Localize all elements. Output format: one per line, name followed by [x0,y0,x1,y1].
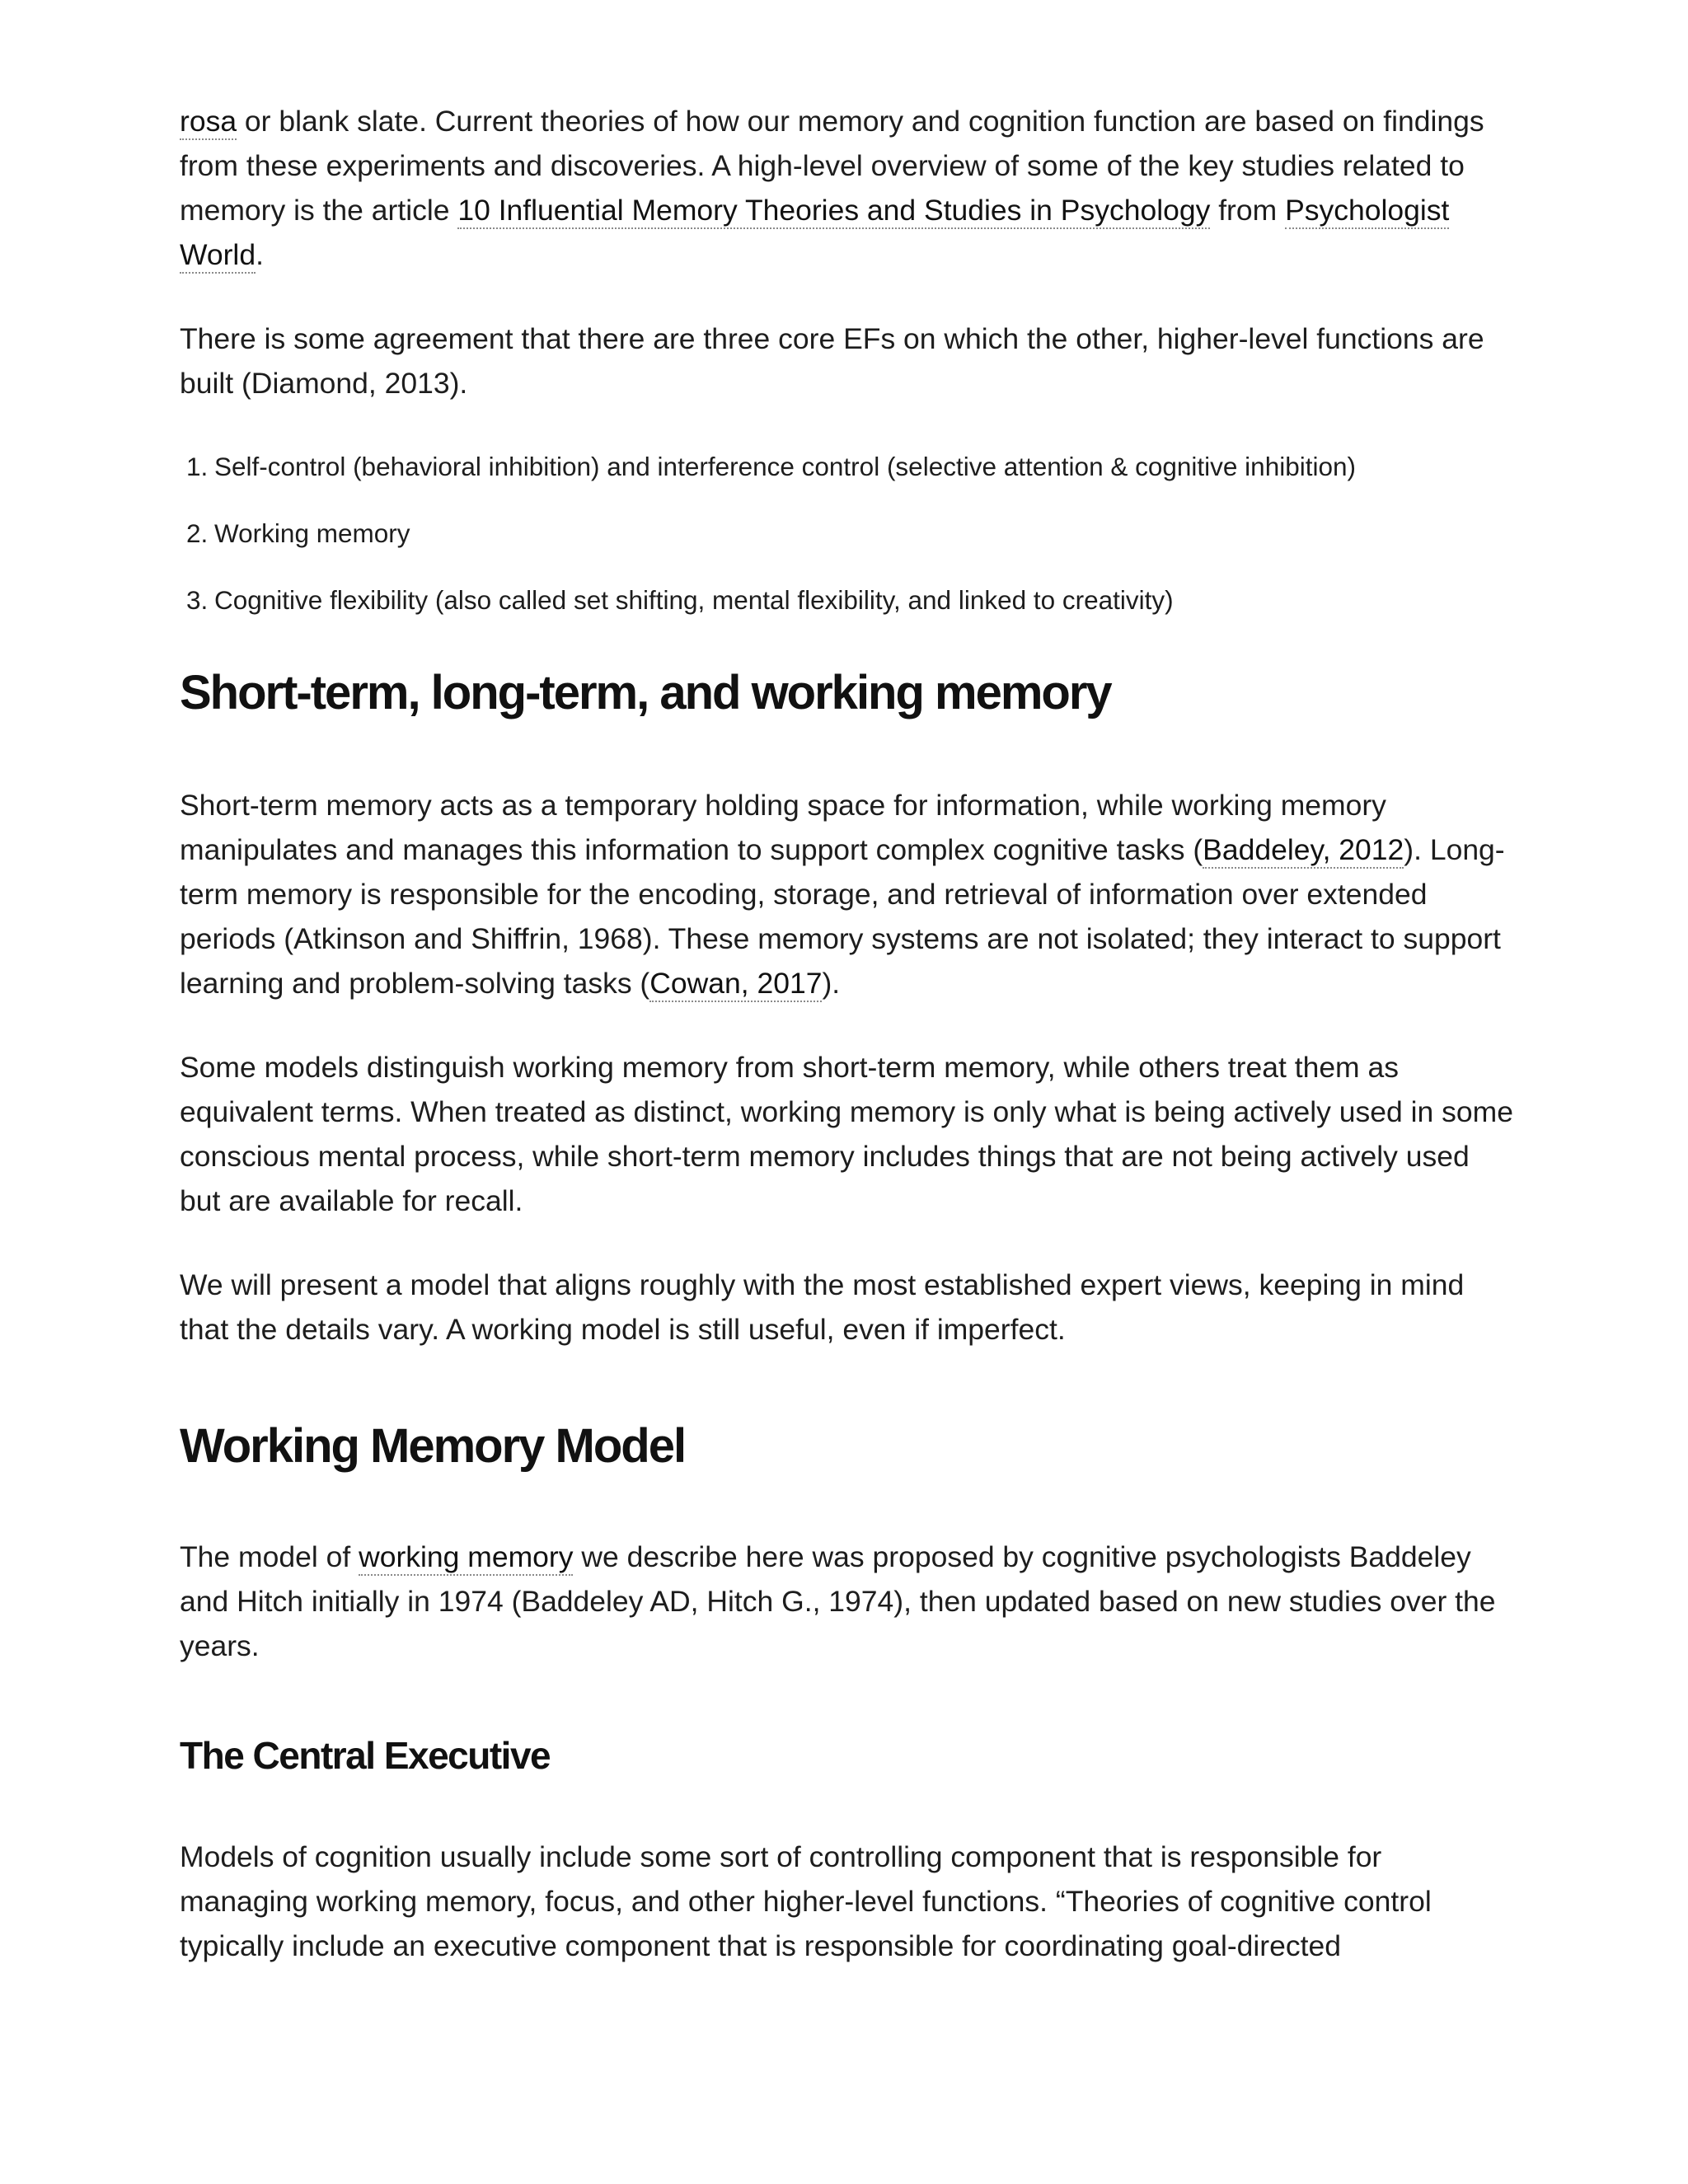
link-cowan-2017[interactable]: Cowan, 2017 [649,967,822,1002]
list-item-text: Cognitive flexibility (also called set shifting, mental flexibility, and linked to creativity) [214,585,1174,615]
intro-text-1: or blank slate. Current theories of how our memory and cognition function are based on findings from these experiments and discoveries. A high-level overview of some of the key studies related to memory is the article [180,105,1484,227]
heading-working-memory-model: Working Memory Model [180,1419,686,1473]
model-p1-text-2: we describe here was proposed by cognitive psychologists Baddeley and Hitch initially in 1974 (Baddeley AD, Hitch G., 1974), then updated based on new studies over the years. [180,1540,1496,1662]
link-baddeley-2012[interactable]: Baddeley, 2012 [1203,833,1404,869]
core-ef-list [180,450,1515,616]
executive-paragraph-1: Models of cognition usually include some sort of controlling component that is responsible for managing working memory, focus, and other higher-level functions. “Theories of cognitive control typically include an executive component that is responsible for coordinating goal-directed [180,1840,1432,1962]
link-memory-theories-article[interactable]: 10 Influential Memory Theories and Studies in Psychology [457,194,1210,229]
list-item-text: Self-control (behavioral inhibition) and interference control (selective attention & cognitive inhibition) [214,452,1357,481]
article-body [180,99,1515,1968]
link-rosa[interactable]: rosa [180,105,237,140]
link-working-memory[interactable]: working memory [359,1540,573,1576]
list-item-number: 2. [186,518,209,548]
model-p1-text-1: The model of [180,1540,359,1573]
list-item-number: 3. [186,585,209,615]
intro-text-3: . [256,238,264,271]
list-item [186,450,1515,483]
model-paragraph-1 [180,1535,1515,1668]
memory-p1-text-2: ). Long-term memory is responsible for the encoding, storage, and retrieval of information over extended periods (Atkinson and Shiffrin, 1968). These memory systems are not isolated; they interact to support learning and problem-solving tasks ( [180,833,1505,1000]
heading-memory-types: Short-term, long-term, and working memory [180,666,1111,719]
memory-paragraph-3: We will present a model that aligns roughly with the most established expert views, keeping in mind that the details vary. A working model is still useful, even if imperfect. [180,1268,1465,1346]
memory-paragraph-2: Some models distinguish working memory from short-term memory, while others treat them as equivalent terms. When treated as distinct, working memory is only what is being actively used in some conscious mental process, while short-term memory includes things that are not being actively used but are available for recall. [180,1051,1513,1217]
memory-p1-text-3: ). [822,967,841,1000]
heading-central-executive: The Central Executive [180,1734,551,1777]
link-psychologist-world[interactable]: Psychologist World [180,194,1449,274]
memory-p1-text-1: Short-term memory acts as a temporary holding space for information, while working memory manipulates and manages this information to support complex cognitive tasks ( [180,789,1386,866]
list-item-number: 1. [186,452,209,481]
memory-paragraph-1 [180,783,1515,1005]
list-item [186,583,1515,616]
list-item-text: Working memory [214,518,410,548]
ef-intro-paragraph: There is some agreement that there are three core EFs on which the other, higher-level functions are built (Diamond, 2013). [180,322,1484,400]
list-item [186,517,1515,550]
intro-paragraph [180,99,1515,277]
intro-text-2: from [1210,194,1286,227]
